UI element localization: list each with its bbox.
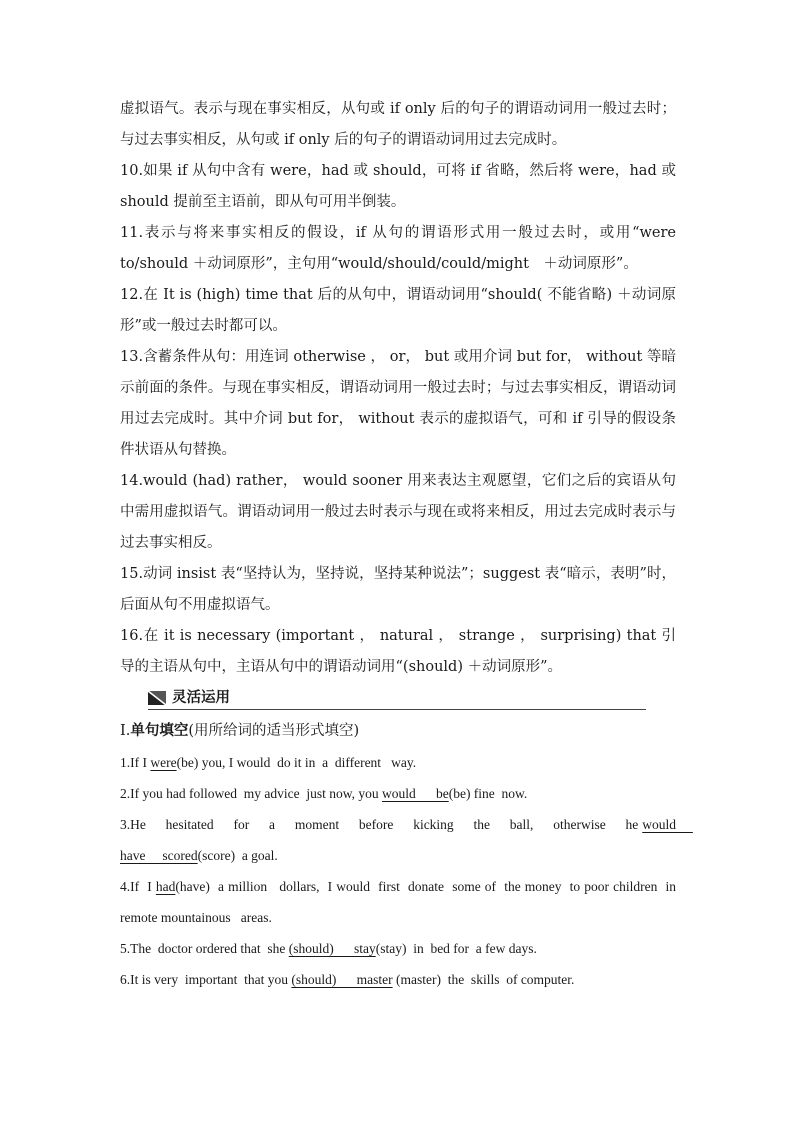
triangle-marker-icon	[148, 691, 166, 705]
exercise-text: 3.He hesitated for a moment before kicking the ball, otherwise he	[120, 817, 643, 832]
exercise-item-2	[120, 778, 676, 809]
note-paragraph-12: 12.在 It is (high) time that 后的从句中，谓语动词用“should( 不能省略) ＋动词原形”或一般过去时都可以。	[120, 287, 676, 334]
exercise-answer: were	[150, 755, 177, 770]
note-paragraph-14: 14.would (had) rather， would sooner 用来表达主观愿望，它们之后的宾语从句中需用虚拟语气。谓语动词用一般过去时表示与现在或将来相反，用过去完成时表示与过去事实相反。	[120, 473, 676, 551]
exercise-item-1	[120, 747, 676, 778]
note-paragraph-13: 13.含蓄条件从句：用连词 otherwise ， or， but 或用介词 but for， without 等暗示前面的条件。与现在事实相反，谓语动词用一般过去时；与过去事实相反，谓语动词用过去完成时。其中介词 but for， without 表示的虚拟语气，可和 if 引导的假设条件状语从句替换。	[120, 349, 676, 458]
exercise-answer: (should) stay	[288, 941, 376, 956]
exercise-text: 4.If I	[120, 879, 156, 894]
exercise-text: 2.If you had followed my advice just now, you	[120, 786, 382, 801]
part1-title: 单句填空	[130, 723, 189, 739]
note-paragraph-16: 16.在 it is necessary (important ， natural ， strange ， surprising) that 引导的主语从句中，主语从句中的谓语动词用“(should) ＋动词原形”。	[120, 628, 676, 675]
exercise-text: (score) a goal.	[197, 848, 278, 863]
section-header-flexible-use	[120, 687, 676, 713]
exercise-text: (be) you, I would do it in a different way.	[176, 755, 417, 770]
exercise-item-3	[120, 809, 693, 871]
exercise-answer: (should) master	[291, 972, 393, 987]
exercise-text: (be) fine now.	[448, 786, 528, 801]
exercise-answer: would be	[381, 786, 449, 801]
section-title: 灵活运用	[172, 690, 230, 706]
part1-heading	[120, 715, 676, 747]
part1-roman-numeral: Ⅰ.	[120, 723, 131, 739]
section-divider	[148, 709, 646, 710]
exercise-text: (stay) in bed for a few days.	[375, 941, 537, 956]
exercise-answer: would have scored	[120, 817, 693, 863]
exercise-answer: had	[155, 879, 176, 894]
note-paragraph-10: 10.如果 if 从句中含有 were，had 或 should，可将 if 省略，然后将 were，had 或 should 提前至主语前，即从句可用半倒装。	[120, 163, 676, 210]
exercise-item-5	[120, 933, 676, 964]
exercise-item-6	[120, 964, 676, 995]
note-paragraph-11: 11.表示与将来事实相反的假设，if 从句的谓语形式用一般过去时，或用“were to/should ＋动词原形”，主句用“would/should/could/might ＋动词原形”。	[120, 225, 676, 272]
exercise-text: (have) a million dollars, I would first donate some of the money to poor children in remote mountainous areas.	[120, 879, 680, 925]
exercise-text: 5.The doctor ordered that she	[120, 941, 289, 956]
document-page	[120, 94, 693, 995]
exercise-item-4	[120, 871, 680, 933]
exercise-text: (master) the skills of computer.	[392, 972, 575, 987]
exercise-text: 1.If I	[120, 755, 151, 770]
note-paragraph-15: 15.动词 insist 表“坚持认为，坚持说，坚持某种说法”；suggest 表“暗示，表明”时，后面从句不用虚拟语气。	[120, 566, 676, 613]
note-paragraph-9-continued: 虚拟语气。表示与现在事实相反，从句或 if only 后的句子的谓语动词用一般过去时；与过去事实相反，从句或 if only 后的句子的谓语动词用过去完成时。	[120, 101, 676, 148]
exercise-text: 6.It is very important that you	[120, 972, 292, 987]
part1-instruction: (用所给词的适当形式填空)	[188, 723, 360, 739]
